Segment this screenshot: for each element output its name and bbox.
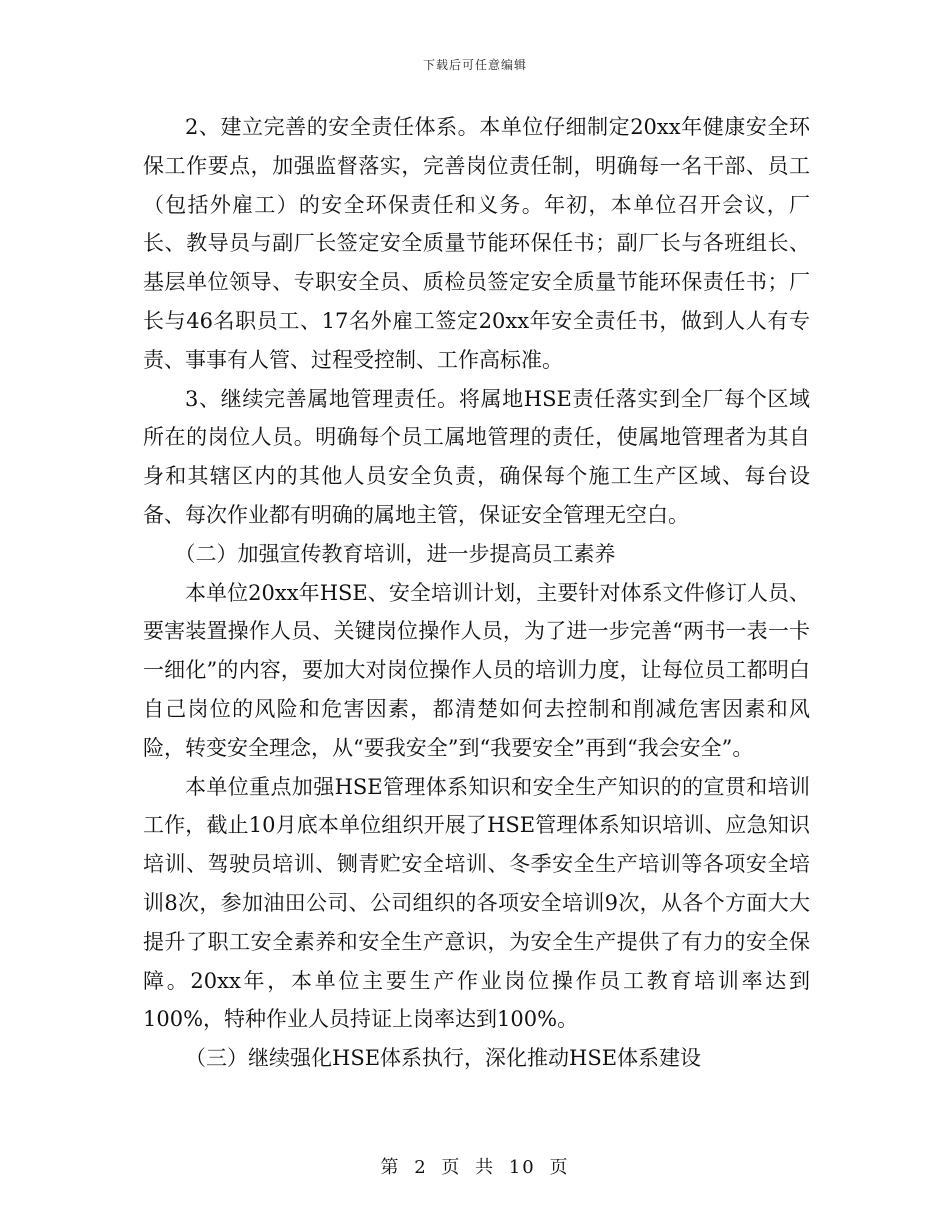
page-number-footer: 第 2 页 共 10 页 — [380, 1157, 570, 1178]
document-body — [143, 108, 810, 1078]
paragraph-responsibility-system: 2、建立完善的安全责任体系。本单位仔细制定20xx年健康安全环保工作要点，加强监督落实，完善岗位责任制，明确每一名干部、员工（包括外雇工）的安全环保责任和义务。年初，本单位召开会议，厂长、教导员与副厂长签定安全质量节能环保任书；副厂长与各班组长、基层单位领导、专职安全员、质检员签定安全质量节能环保责任书；厂长与46名职员工、17名外雇工签定20xx年安全责任书，做到人人有专责、事事有人管、过程受控制、工作高标准。 — [143, 115, 810, 372]
paragraph-territorial-management: 3、继续完善属地管理责任。将属地HSE责任落实到全厂每个区域所在的岗位人员。明确每个员工属地管理的责任，使属地管理者为其自身和其辖区内的其他人员安全负责，确保每个施工生产区域、每台设备、每次作业都有明确的属地主管，保证安全管理无空白。 — [143, 386, 810, 527]
page-header-note: 下载后可任意编辑 — [422, 58, 527, 72]
paragraph-training-plan: 本单位20xx年HSE、安全培训计划，主要针对体系文件修订人员、要害装置操作人员、关键岗位操作人员，为了进一步完善“两书一表一卡一细化”的内容，要加大对岗位操作人员的培训力度，让每位员工都明白自己岗位的风险和危害因素，都清楚如何去控制和削减危害因素和风险，转变安全理念，从“要我安全”到“我要安全”再到“我会安全”。 — [143, 580, 810, 760]
section-heading-hse-system: （三）继续强化HSE体系执行，深化推动HSE体系建设 — [185, 1046, 702, 1071]
section-heading-training: （二）加强宣传教育培训，进一步提高员工素养 — [174, 541, 616, 566]
paragraph-training-results: 本单位重点加强HSE管理体系知识和安全生产知识的的宣贯和培训工作，截止10月底本单位组织开展了HSE管理体系知识培训、应急知识培训、驾驶员培训、铡青贮安全培训、冬季安全生产培训等各项安全培训8次，参加油田公司、公司组织的各项安全培训9次，从各个方面大大提升了职工安全素养和安全生产意识，为安全生产提供了有力的安全保障。20xx年，本单位主要生产作业岗位操作员工教育培训率达到100%，特种作业人员持证上岗率达到100%。 — [143, 774, 810, 1032]
